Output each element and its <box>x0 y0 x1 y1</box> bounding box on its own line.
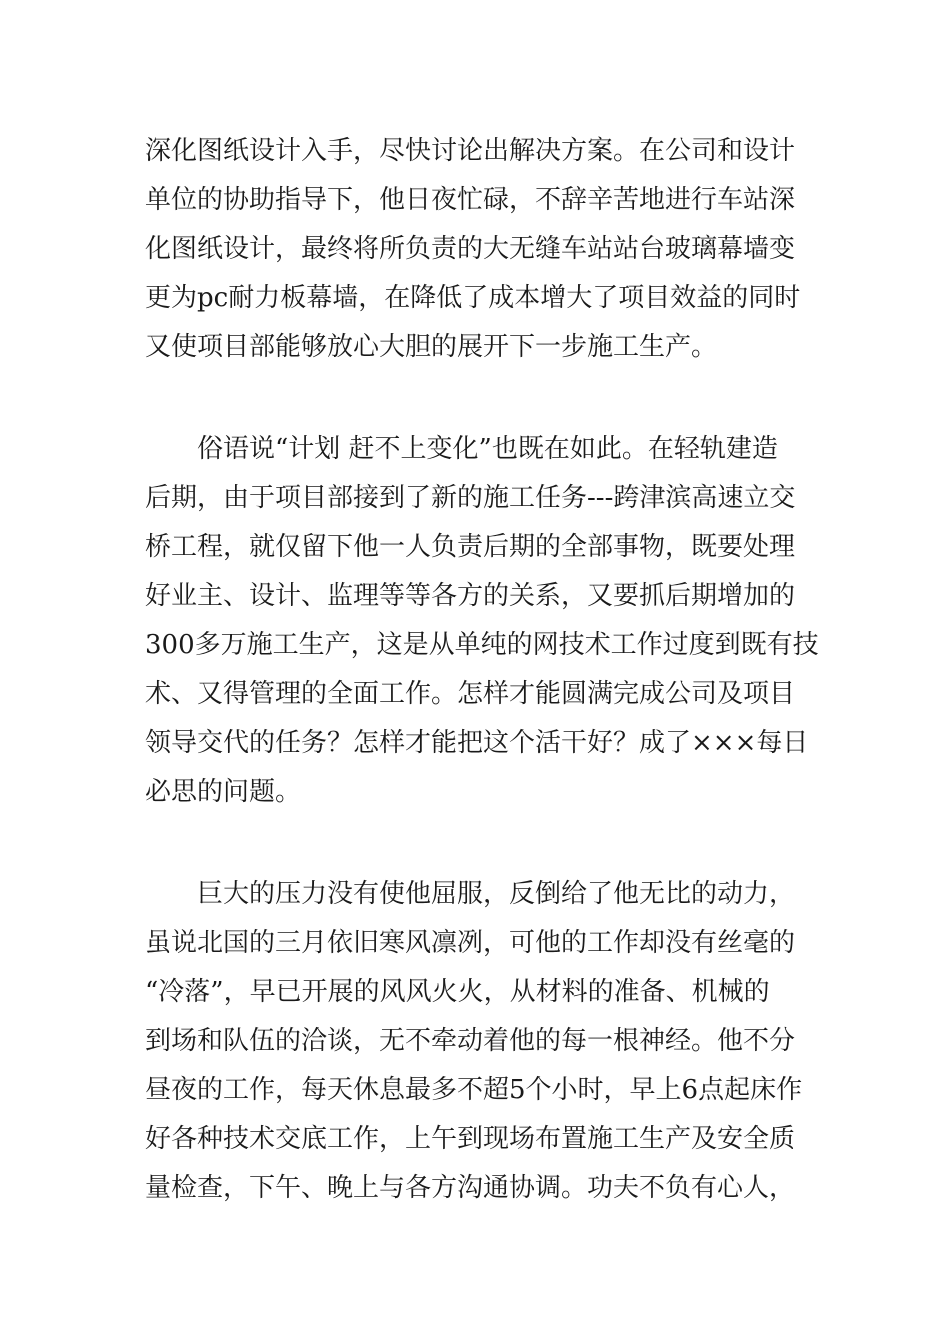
paragraph-line: 领导交代的任务？怎样才能把这个活干好？成了×××每日 <box>145 728 809 758</box>
paragraph-line: 好业主、设计、监理等等各方的关系，又要抓后期增加的 <box>145 581 796 611</box>
paragraph-line: 必思的问题。 <box>145 777 302 807</box>
paragraph-2 <box>145 425 825 817</box>
paragraph-line: 后期，由于项目部接到了新的施工任务---跨津滨高速立交 <box>145 483 796 513</box>
paragraph-line: 量检查，下午、晚上与各方沟通协调。功夫不负有心人， <box>145 1173 796 1203</box>
paragraph-line: 昼夜的工作，每天休息最多不超5个小时，早上6点起床作 <box>145 1075 803 1105</box>
paragraph-line: 到场和队伍的洽谈，无不牵动着他的每一根神经。他不分 <box>145 1026 796 1056</box>
paragraph-line: 单位的协助指导下，他日夜忙碌，不辞辛苦地进行车站深 <box>145 185 796 215</box>
paragraph-3 <box>145 870 825 1213</box>
paragraph-1 <box>145 127 825 372</box>
paragraph-line: 桥工程，就仅留下他一人负责后期的全部事物，既要处理 <box>145 532 796 562</box>
paragraph-line: 虽说北国的三月依旧寒风凛冽，可他的工作却没有丝毫的 <box>145 928 796 958</box>
paragraph-line: “冷落”，早已开展的风风火火，从材料的准备、机械的 <box>145 977 770 1007</box>
paragraph-line: 巨大的压力没有使他屈服，反倒给了他无比的动力， <box>197 879 796 909</box>
paragraph-line: 又使项目部能够放心大胆的展开下一步施工生产。 <box>145 332 718 362</box>
paragraph-line: 好各种技术交底工作，上午到现场布置施工生产及安全质 <box>145 1124 796 1154</box>
paragraph-line: 化图纸设计，最终将所负责的大无缝车站站台玻璃幕墙变 <box>145 234 796 264</box>
paragraph-line: 300多万施工生产，这是从单纯的网技术工作过度到既有技 <box>145 630 819 660</box>
paragraph-line: 俗语说“计划 赶不上变化”也既在如此。在轻轨建造 <box>197 434 778 464</box>
paragraph-line: 深化图纸设计入手，尽快讨论出解决方案。在公司和设计 <box>145 136 796 166</box>
paragraph-line: 更为pc耐力板幕墙，在降低了成本增大了项目效益的同时 <box>145 283 801 313</box>
paragraph-line: 术、又得管理的全面工作。怎样才能圆满完成公司及项目 <box>145 679 796 709</box>
